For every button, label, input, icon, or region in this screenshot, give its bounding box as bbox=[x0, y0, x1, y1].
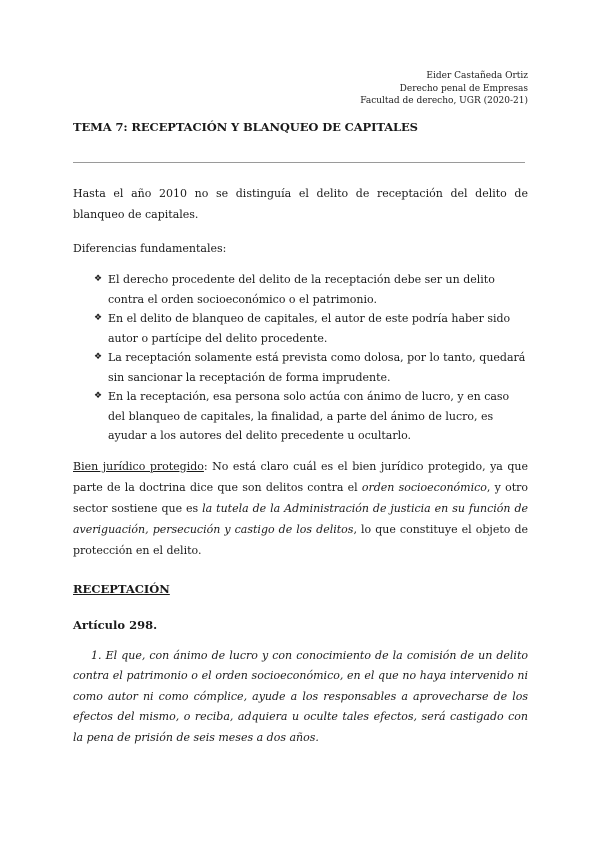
list-item-text: En la receptación, esa persona solo actúa con ánimo de lucro, y en caso del blanqueo de capitales, la finalidad, a parte del ánimo de lucro, es ayudar a los autores del delito precedente u ocultarlo. bbox=[108, 390, 510, 442]
list-item bbox=[94, 270, 528, 309]
list-item-text: La receptación solamente está prevista como dolosa, por lo tanto, quedará sin sancionar la receptación de forma imprudente. bbox=[108, 351, 526, 384]
page-title: TEMA 7: RECEPTACIÓN Y BLANQUEO DE CAPITALES bbox=[73, 120, 418, 134]
diamond-bullet-icon: ❖ bbox=[94, 391, 103, 401]
diamond-bullet-icon: ❖ bbox=[94, 274, 103, 284]
section-heading: RECEPTACIÓN bbox=[73, 581, 170, 596]
differences-list bbox=[73, 270, 528, 446]
horizontal-divider bbox=[73, 162, 525, 163]
bien-juridico-text-1: : No está claro cuál es el bien jurídico protegido, ya que parte de la doctrina dice que son delitos contra el bbox=[73, 459, 529, 494]
bien-juridico-text-3: , lo que constituye el objeto de protección en el delito. bbox=[73, 522, 529, 557]
author-name: Eider Castañeda Ortiz bbox=[426, 71, 528, 81]
article-heading: Artículo 298. bbox=[73, 617, 158, 632]
bien-juridico-text-2: , y otro sector sostiene que es bbox=[73, 480, 528, 515]
intro-paragraph: Hasta el año 2010 no se distinguía el delito de receptación del delito de blanqueo de capitales. bbox=[73, 187, 528, 221]
bien-juridico-label: Bien jurídico protegido bbox=[73, 459, 204, 473]
differences-heading: Diferencias fundamentales: bbox=[73, 242, 227, 255]
course-name: Derecho penal de Empresas bbox=[399, 83, 528, 94]
document-body bbox=[73, 183, 528, 748]
article-text: 1. El que, con ánimo de lucro y con conocimiento de la comisión de un delito contra el patrimonio o el orden socioeconómico, en el que no haya intervenido ni como autor ni como cómplice, ayude a los responsables a aprovecharse de los efectos del mismo, o reciba, adquiera u oculte tales efectos, será castigado con la pena de prisión de seis meses a dos años. bbox=[73, 648, 528, 744]
list-item-text: El derecho procedente del delito de la receptación debe ser un delito contra el orden socioeconómico o el patrimonio. bbox=[108, 273, 495, 306]
diamond-bullet-icon: ❖ bbox=[94, 352, 103, 362]
list-item-text: En el delito de blanqueo de capitales, el autor de este podría haber sido autor o partícipe del delito procedente. bbox=[108, 312, 511, 345]
bien-juridico-paragraph bbox=[73, 456, 528, 561]
faculty-name: Facultad de derecho, UGR (2020-21) bbox=[360, 96, 528, 106]
bien-juridico-italic-1: orden socioeconómico bbox=[361, 480, 487, 494]
bien-juridico-italic-2: la tutela de la Administración de justicia en su función de averiguación, persecución y castigo de los delitos bbox=[73, 501, 528, 536]
list-item bbox=[94, 387, 528, 446]
document-header bbox=[360, 70, 528, 108]
list-item bbox=[94, 348, 528, 387]
list-item bbox=[94, 309, 528, 348]
diamond-bullet-icon: ❖ bbox=[94, 313, 103, 323]
